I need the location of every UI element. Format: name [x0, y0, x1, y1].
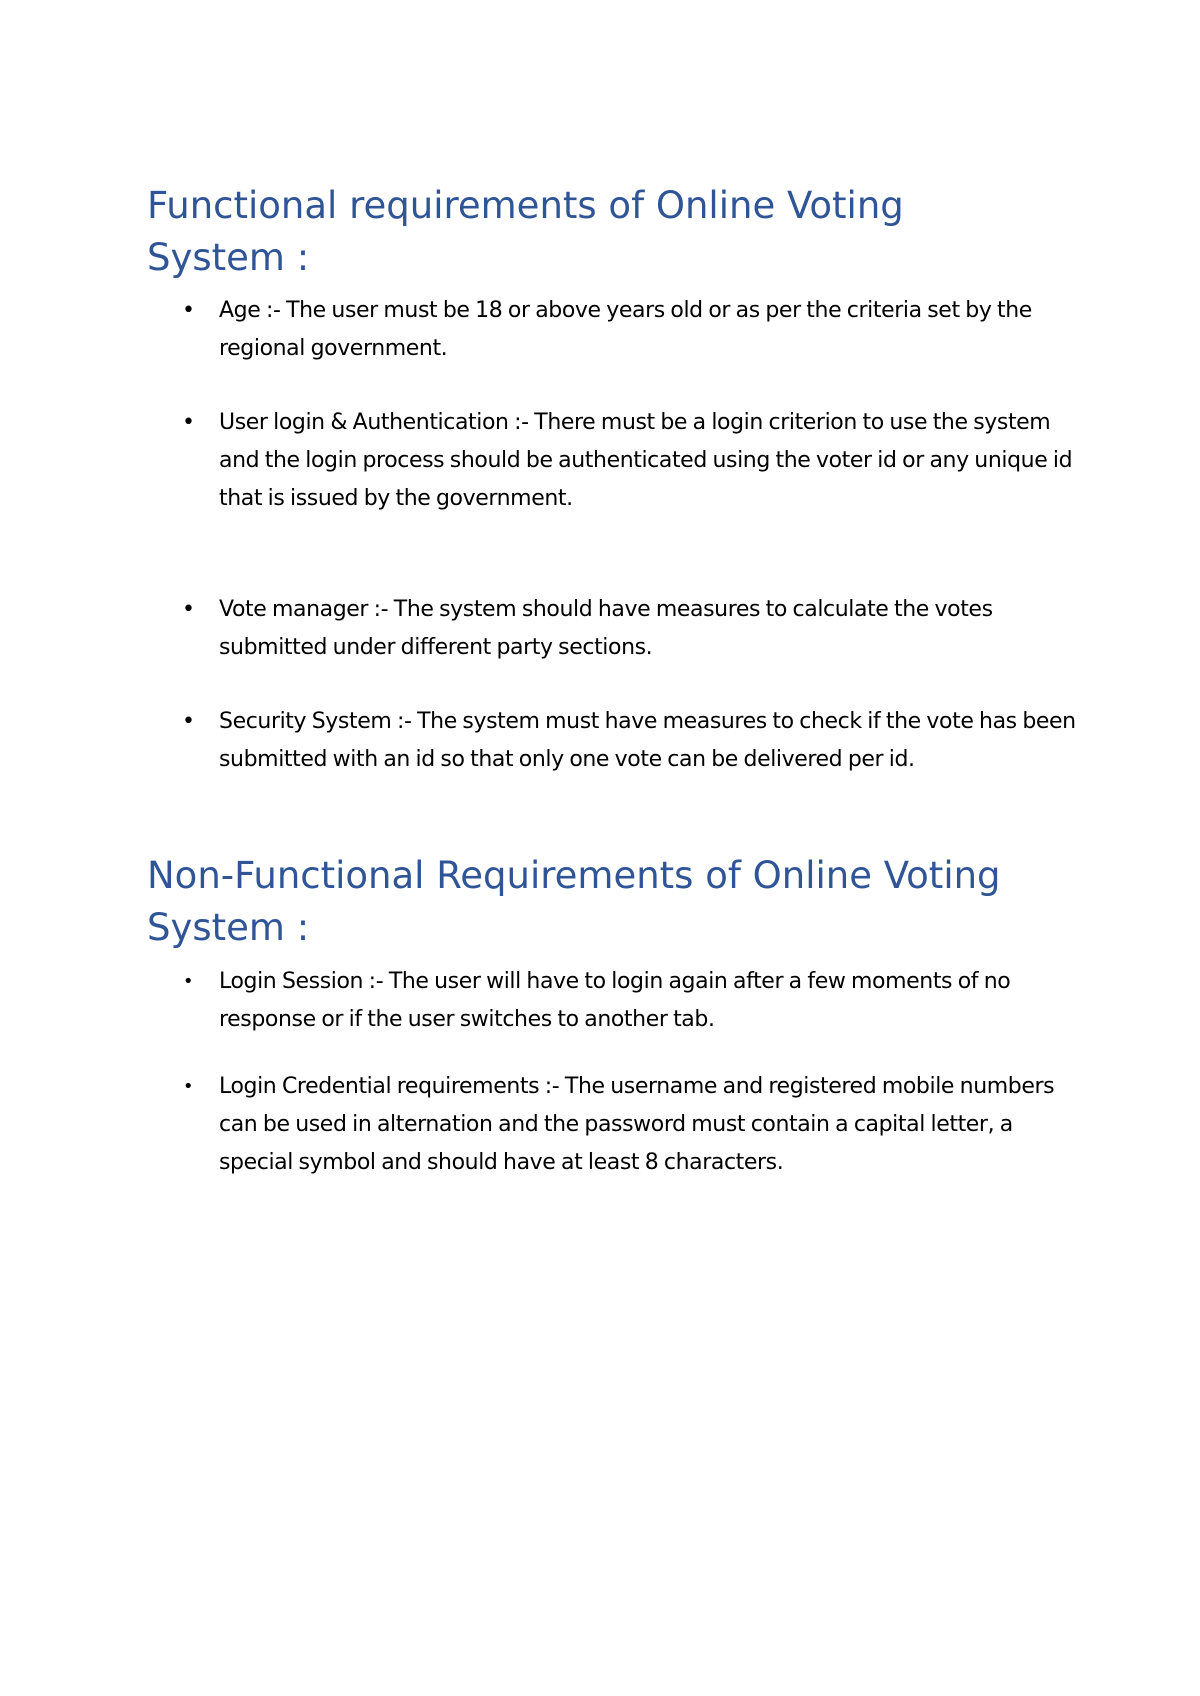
- list-item-text: Age :- The user must be 18 or above years old or as per the criteria set by the regional government.: [219, 298, 1032, 361]
- bullet-icon: •: [182, 971, 194, 992]
- list-item-user-login: [182, 404, 1079, 518]
- list-item-vote-manager: [182, 591, 1079, 667]
- bullet-icon: •: [182, 298, 195, 323]
- bullet-icon: •: [182, 1076, 194, 1097]
- list-item-text: Security System :- The system must have measures to check if the vote has been submitted with an id so that only one vote can be delivered per id.: [219, 709, 1076, 772]
- list-item-text: Vote manager :- The system should have measures to calculate the votes submitted under different party sections.: [219, 597, 993, 660]
- list-item-login-credential: [182, 1068, 1079, 1182]
- bullet-icon: •: [182, 709, 195, 734]
- list-item-age: [182, 292, 1079, 368]
- list-item-login-session: [182, 963, 1079, 1039]
- list-item-text: User login & Authentication :- There must be a login criterion to use the system and the login process should be authenticated using the voter id or any unique id that is issued by the government.: [219, 410, 1073, 511]
- list-item-security-system: [182, 703, 1079, 779]
- functional-requirements-heading: Functional requirements of Online Voting System :: [147, 184, 904, 279]
- non-functional-requirements-heading: Non-Functional Requirements of Online Voting System :: [147, 854, 1001, 949]
- list-item-text: Login Session :- The user will have to login again after a few moments of no response or if the user switches to another tab.: [219, 969, 1011, 1032]
- bullet-icon: •: [182, 410, 195, 435]
- bullet-icon: •: [182, 597, 195, 622]
- list-item-text: Login Credential requirements :- The username and registered mobile numbers can be used in alternation and the password must contain a capital letter, a special symbol and should have at least 8 characters.: [219, 1074, 1055, 1175]
